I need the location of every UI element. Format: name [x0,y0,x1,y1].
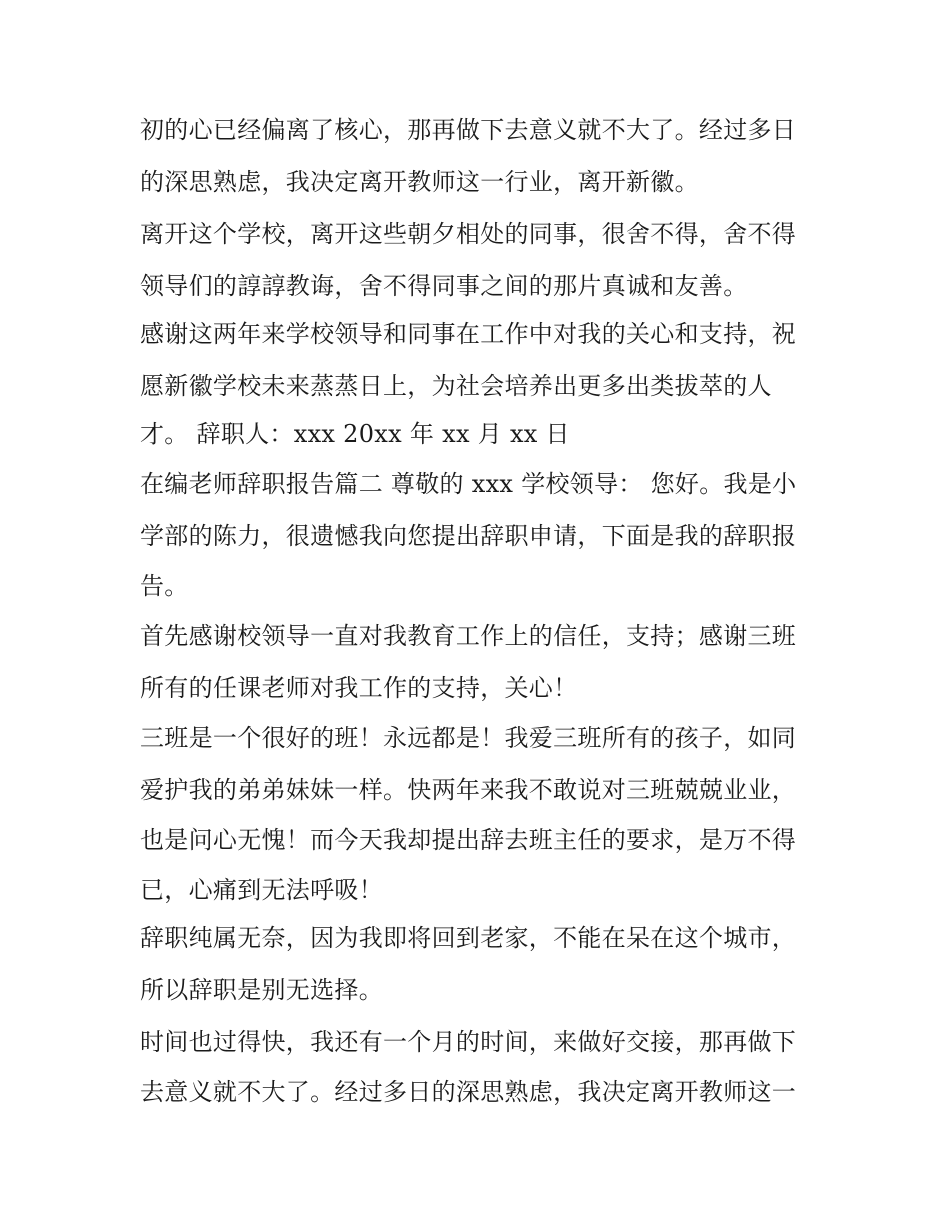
text-line: 初的心已经偏离了核心，那再做下去意义就不大了。经过多日 [140,116,797,144]
text-line: 也是问心无愧！而今天我却提出辞去班主任的要求，是万不得 [140,826,797,854]
text-line: 所以辞职是别无选择。 [140,976,383,1004]
text-line: 才。 辞职人：xxx 20xx 年 xx 月 xx 日 [140,420,570,448]
text-line: 愿新徽学校未来蒸蒸日上，为社会培养出更多出类拔萃的人 [140,372,772,400]
text-line: 辞职纯属无奈，因为我即将回到老家，不能在呆在这个城市， [140,924,797,952]
text-line: 领导们的諄諄教诲，舍不得同事之间的那片真诚和友善。 [140,272,748,300]
text-line: 所有的任课老师对我工作的支持，关心！ [140,674,578,702]
text-line: 感谢这两年来学校领导和同事在工作中对我的关心和支持，祝 [140,320,797,348]
text-line: 的深思熟虑，我决定离开教师这一行业，离开新徽。 [140,168,699,196]
text-line: 时间也过得快，我还有一个月的时间，来做好交接，那再做下 [140,1028,797,1056]
text-line: 告。 [140,572,189,600]
text-line: 去意义就不大了。经过多日的深思熟虑，我决定离开教师这一 [140,1078,797,1106]
text-line: 已，心痛到无法呼吸！ [140,876,383,904]
text-line: 三班是一个很好的班！永远都是！我爱三班所有的孩子，如同 [140,724,797,752]
text-line: 爱护我的弟弟妹妹一样。快两年来我不敢说对三班兢兢业业， [140,776,797,804]
text-line: 学部的陈力，很遗憾我向您提出辞职申请，下面是我的辞职报 [140,522,797,550]
text-line: 离开这个学校，离开这些朝夕相处的同事，很舍不得，舍不得 [140,220,797,248]
text-line: 在编老师辞职报告篇二 尊敬的 xxx 学校领导： 您好。我是小 [140,470,797,498]
text-line: 首先感谢校领导一直对我教育工作上的信任，支持；感谢三班 [140,622,797,650]
